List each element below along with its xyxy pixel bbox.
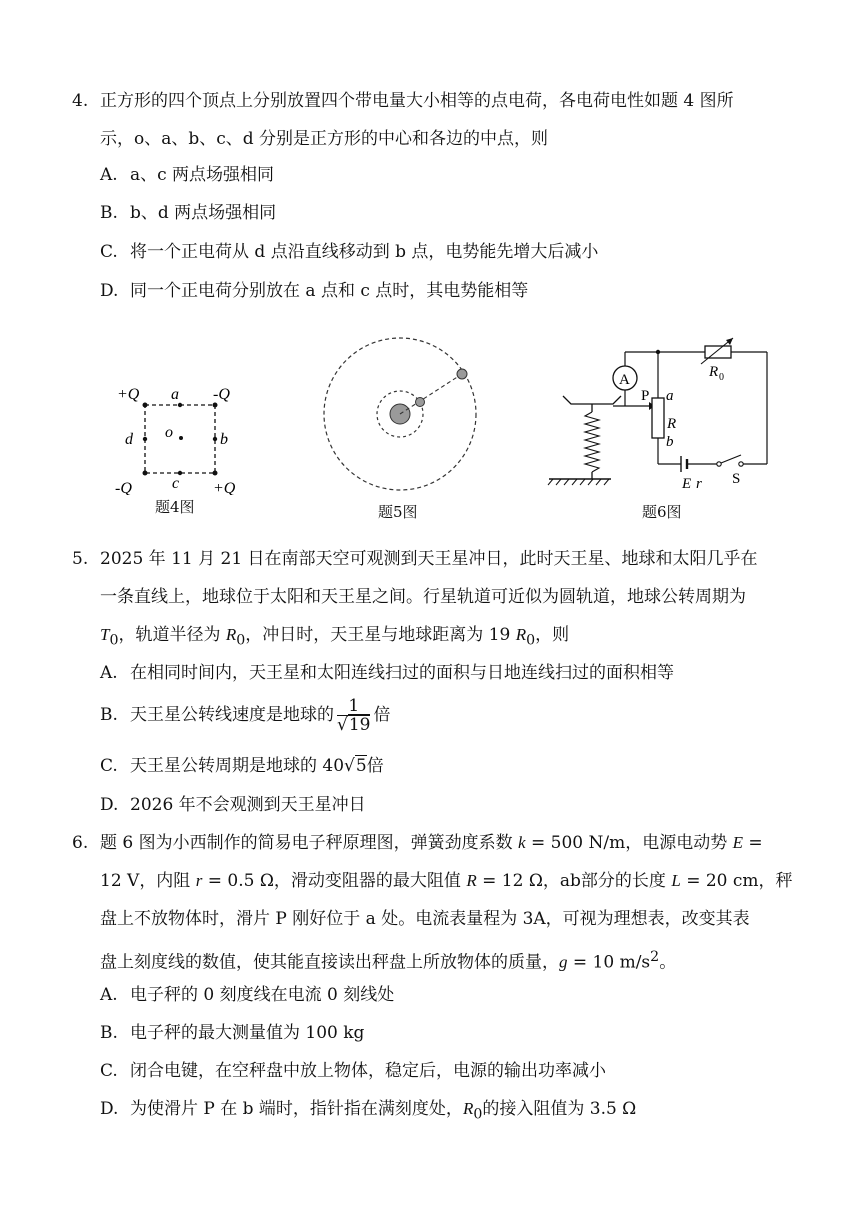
point-label-o: o <box>165 424 173 441</box>
emf-label: E <box>682 476 692 492</box>
question-4 <box>72 82 812 158</box>
charge-label-top-right: -Q <box>213 386 230 403</box>
q6-option-c: C. 闭合电键，在空秤盘中放上物体，稳定后，电源的输出功率减小 <box>100 1061 606 1081</box>
figure-5-orbits <box>320 336 480 496</box>
q6-stem-line2: 12 V，内阻 r = 0.5 Ω，滑动变阻器的最大阻值 R = 12 Ω，ab部分的长度 L = 20 cm，秤 <box>100 871 793 891</box>
earth-icon <box>416 398 425 407</box>
fraction-1-over-sqrt19: $\frac{1}{√19}$ <box>337 696 371 735</box>
figure-4-caption: 题4图 <box>155 498 195 516</box>
q6-option-a: A. 电子秤的 0 刻度线在电流 0 刻线处 <box>100 985 395 1005</box>
point-label-b: b <box>220 431 228 448</box>
q6-option-d: D. 为使滑片 P 在 b 端时，指针指在满刻度处，$R_0$的接入阻值为 3.5 Ω <box>100 1099 637 1123</box>
q4-option-c: C. 将一个正电荷从 d 点沿直线移动到 b 点，电势能先增大后减小 <box>100 242 599 262</box>
figure-4-square-charges <box>105 375 255 495</box>
question-6 <box>72 824 812 982</box>
point-label-a: a <box>171 386 179 403</box>
charge-label-top-left: +Q <box>117 386 140 403</box>
r0-label: R <box>709 364 719 380</box>
ammeter-label: A <box>619 372 630 388</box>
rheostat-label-r: R <box>667 416 677 432</box>
q5-option-b: B. 天王星公转线速度是地球的 $\frac{1}{√19}$ 倍 <box>100 696 391 735</box>
charge-label-bottom-left: -Q <box>115 480 132 495</box>
internal-resistance-label: r <box>696 476 702 492</box>
q5-option-a: A. 在相同时间内，天王星和太阳连线扫过的面积与日地连线扫过的面积相等 <box>100 663 674 683</box>
figure-6-circuit <box>545 336 775 496</box>
slider-label-p: P <box>641 388 650 404</box>
q5-stem-line2: 一条直线上，地球位于太阳和天王星之间。行星轨道可近似为圆轨道，地球公转周期为 <box>100 587 746 607</box>
q6-stem-line1: 6. 题 6 图为小西制作的简易电子秤原理图，弹簧劲度系数 k = 500 N/m，电源电动势 E = <box>72 833 763 853</box>
question-5 <box>72 540 812 659</box>
point-label-d: d <box>125 431 133 448</box>
r0-subscript: 0 <box>719 372 724 383</box>
q5-option-c: C. 天王星公转周期是地球的 40√5倍 <box>100 756 384 776</box>
q4-stem-line1: 4. 正方形的四个顶点上分别放置四个带电量大小相等的点电荷，各电荷电性如题 4 图所 <box>72 91 734 111</box>
q5-stem-line1: 5. 2025 年 11 月 21 日在南部天空可观测到天王星冲日，此时天王星、地球和太阳几乎在 <box>72 549 758 569</box>
q4-option-d: D. 同一个正电荷分别放在 a 点和 c 点时，其电势能相等 <box>100 281 529 301</box>
charge-label-bottom-right: +Q <box>213 480 236 495</box>
q6-stem-line3: 盘上不放物体时，滑片 P 刚好位于 a 处。电流表量程为 3A，可视为理想表，改变其表 <box>100 909 750 929</box>
point-label-c: c <box>172 475 180 492</box>
figure-6-caption: 题6图 <box>642 503 682 521</box>
q4-option-a: A. a、c 两点场强相同 <box>100 165 275 185</box>
rheostat-end-a-label: a <box>666 388 674 404</box>
q6-option-b: B. 电子秤的最大测量值为 100 kg <box>100 1023 365 1043</box>
uranus-icon <box>457 369 467 379</box>
q4-stem-line2: 示，o、a、b、c、d 分别是正方形的中心和各边的中点，则 <box>100 129 549 149</box>
q4-option-b: B. b、d 两点场强相同 <box>100 203 277 223</box>
q5-stem-line3: $T_0$，轨道半径为 $R_0$，冲日时，天王星与地球距离为 19 $R_0$，则 <box>100 625 570 649</box>
q6-stem-line4: 盘上刻度线的数值，使其能直接读出秤盘上所放物体的质量，g = 10 $m/s^2$。 <box>100 949 677 973</box>
switch-label: S <box>732 471 741 487</box>
q5-option-d: D. 2026 年不会观测到天王星冲日 <box>100 795 366 815</box>
figure-5-caption: 题5图 <box>378 503 418 521</box>
rheostat-end-b-label: b <box>666 434 674 450</box>
